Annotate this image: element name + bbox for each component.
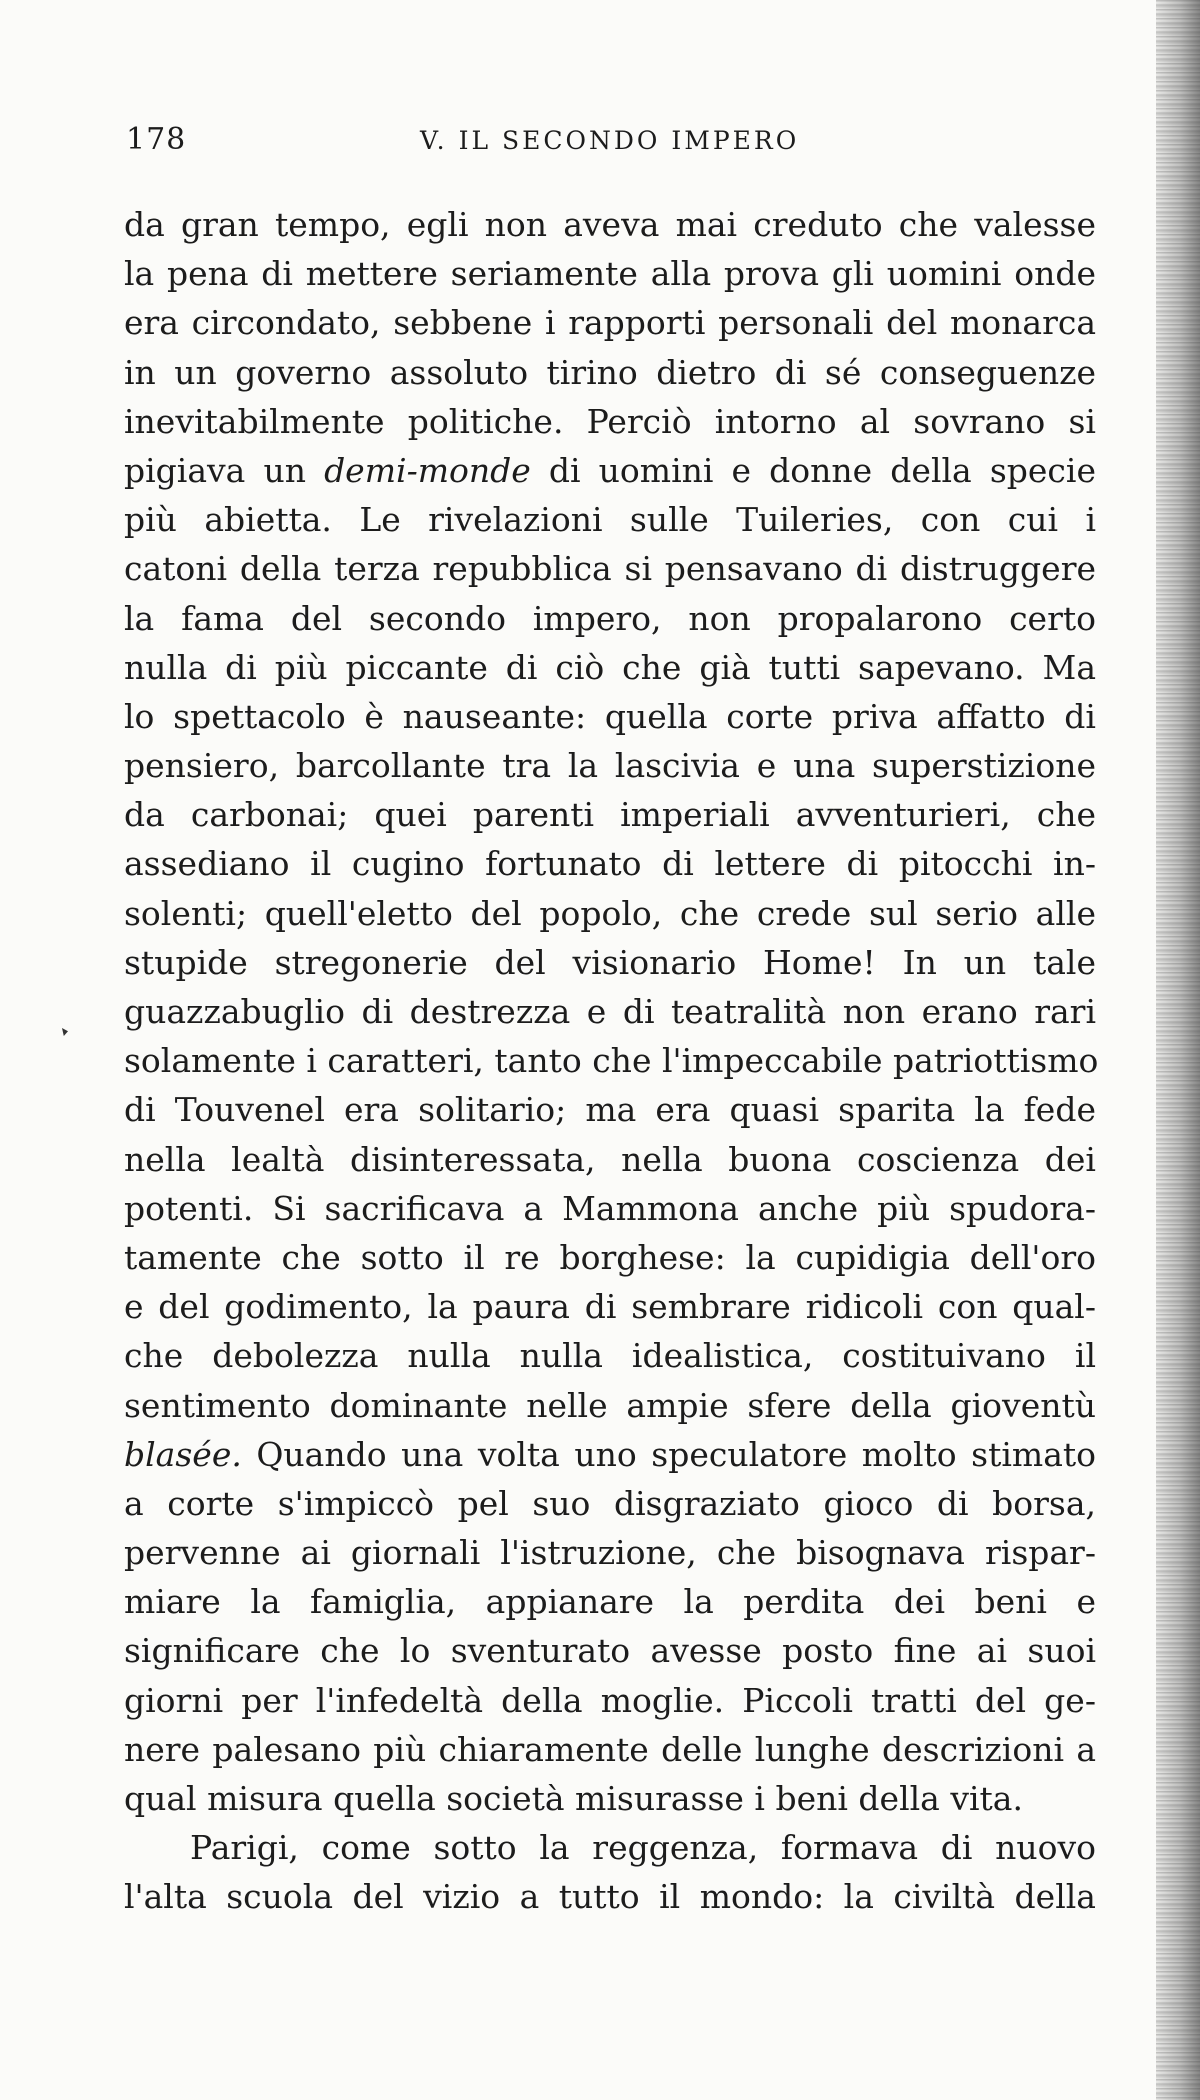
italic-term: blasée. (124, 1434, 242, 1474)
running-title: V. IL SECONDO IMPERO (420, 126, 800, 155)
text-line (124, 1430, 1096, 1479)
text-line: assediano il cugino fortunato di lettere di pitocchi in- (124, 844, 1096, 884)
text-line: che debolezza nulla nulla idealistica, costituivano il (124, 1336, 1096, 1376)
text-line: da carbonai; quei parenti imperiali avventurieri, che (124, 795, 1096, 835)
text-line: catoni della terza repubblica si pensavano di distruggere (124, 549, 1096, 589)
text-line: in un governo assoluto tirino dietro di sé conseguenze (124, 352, 1096, 392)
text-line: stupide stregonerie del visionario Home! In un tale (124, 942, 1096, 982)
text-line: pensiero, barcollante tra la lascivia e una superstizione (124, 746, 1096, 786)
text-line: Parigi, come sotto la reggenza, formava di nuovo (190, 1828, 1096, 1868)
text-segment: pigiava un (124, 450, 325, 490)
text-line: solenti; quell'eletto del popolo, che crede sul serio alle (124, 893, 1096, 933)
paragraph (124, 200, 1099, 1823)
text-line: potenti. Si sacrificava a Mammona anche più spudora- (124, 1188, 1096, 1228)
text-line: la fama del secondo impero, non propalarono certo (124, 598, 1096, 638)
text-line: da gran tempo, egli non aveva mai creduto che valesse (124, 205, 1096, 244)
text-line: nella lealtà disinteressata, nella buona coscienza dei (124, 1139, 1096, 1179)
text-line: guazzabuglio di destrezza e di teatralità non erano rari (124, 992, 1096, 1031)
text-line (124, 446, 1096, 495)
text-line: a corte s'impiccò pel suo disgraziato gioco di borsa, (124, 1483, 1096, 1523)
text-line: l'alta scuola del vizio a tutto il mondo: la civiltà della (124, 1877, 1096, 1917)
text-line: giorni per l'infedeltà della moglie. Piccoli tratti del ge- (124, 1680, 1096, 1720)
text-line: nere palesano più chiaramente delle lunghe descrizioni a (124, 1729, 1096, 1769)
running-header (126, 122, 1104, 162)
text-segment: di uomini e donne della specie (530, 450, 1096, 490)
scanned-page-edge (1156, 0, 1200, 2100)
text-line: la pena di mettere seriamente alla prova gli uomini onde (124, 254, 1096, 294)
text-line: lo spettacolo è nauseante: quella corte priva affatto di (124, 696, 1096, 736)
text-line: era circondato, sebbene i rapporti personali del monarca (124, 303, 1096, 343)
text-line: inevitabilmente politiche. Perciò intorno al sovrano si (124, 401, 1096, 441)
text-line: tamente che sotto il re borghese: la cupidigia dell'oro (124, 1237, 1096, 1277)
text-line: più abietta. Le rivelazioni sulle Tuileries, con cui i (124, 500, 1096, 540)
text-line: nulla di più piccante di ciò che già tutti sapevano. Ma (124, 647, 1096, 687)
text-line: sentimento dominante nelle ampie sfere della gioventù (124, 1385, 1096, 1425)
text-line: significare che lo sventurato avesse posto fine ai suoi (124, 1631, 1096, 1671)
text-line: pervenne ai giornali l'istruzione, che bisognava rispar- (124, 1533, 1096, 1573)
text-line: di Touvenel era solitario; ma era quasi sparita la fede (124, 1090, 1096, 1130)
paragraph (124, 1823, 1096, 1921)
body-text (124, 200, 1099, 1922)
page-number: 178 (126, 122, 187, 157)
print-speck (62, 1028, 68, 1036)
text-line: qual misura quella società misurasse i beni della vita. (124, 1779, 1023, 1818)
italic-term: demi-monde (324, 450, 531, 490)
text-line: miare la famiglia, appianare la perdita dei beni e (124, 1582, 1096, 1622)
text-line: solamente i caratteri, tanto che l'impeccabile patriottismo (124, 1041, 1099, 1081)
text-line: e del godimento, la paura di sembrare ridicoli con qual- (124, 1287, 1096, 1327)
text-segment: Quando una volta uno speculatore molto stimato (241, 1434, 1096, 1474)
